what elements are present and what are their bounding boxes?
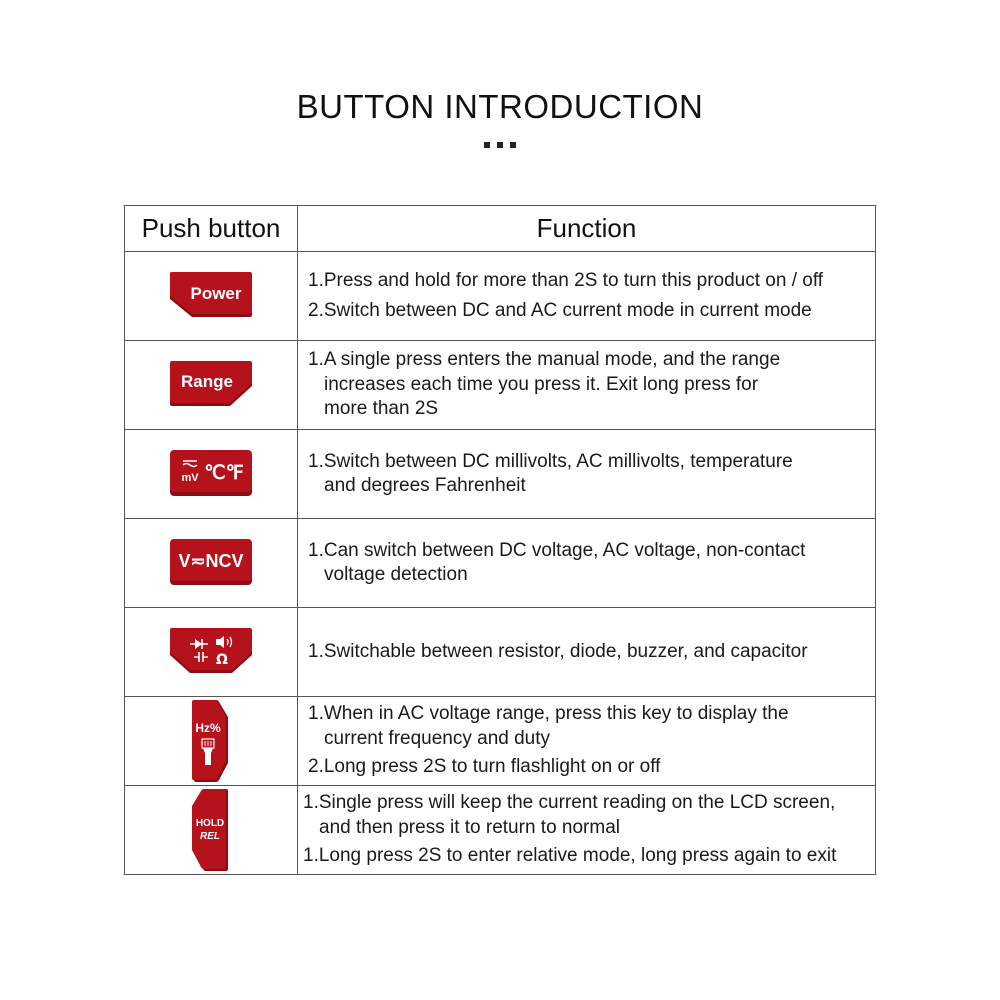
button-sublabel: REL [200,831,220,842]
svg-text:Ω: Ω [216,652,228,668]
hold-rel-button-icon [188,788,234,872]
button-label: Power [190,284,242,303]
function-line: 1.Long press 2S to enter relative mode, long press again to exit [303,845,837,867]
button-label: Hz% [195,721,221,735]
table-row [125,697,876,786]
power-button-icon [168,271,254,321]
function-line: 1.A single press enters the manual mode, and the range [308,349,781,371]
button-cell [125,608,298,697]
millivolt-temperature-button-icon [168,449,254,499]
range-button-icon [168,360,254,410]
function-line: more than 2S [324,398,439,420]
table-row [125,608,876,697]
button-label: ℃℉ [204,463,244,484]
function-line: and degrees Fahrenheit [324,475,526,496]
function-line: 1.When in AC voltage range, press this key to display the [308,703,789,725]
table-row [125,252,876,341]
header-push-button: Push button [125,206,298,252]
table-row [125,341,876,430]
table-row [125,519,876,608]
function-line: 1.Switch between DC millivolts, AC millivolts, temperature [308,450,793,472]
function-cell [298,252,876,341]
button-cell [125,697,298,786]
table-header-row [125,206,876,252]
function-line: 1.Switchable between resistor, diode, buzzer, and capacitor [308,640,808,662]
svg-text:mV: mV [181,472,199,484]
function-line: 1.Single press will keep the current reading on the LCD screen, [303,792,836,814]
button-label: HOLD [195,818,225,829]
function-line: 1.Can switch between DC voltage, AC voltage, non-contact [308,539,806,561]
function-line: 2.Long press 2S to turn flashlight on or off [308,756,661,778]
hz-flashlight-button-icon [188,699,234,783]
function-cell [298,608,876,697]
button-function-table [124,205,876,875]
function-cell [298,786,876,875]
function-line: 2.Switch between DC and AC current mode in current mode [308,300,812,321]
button-cell [125,252,298,341]
button-label: V≂NCV [178,551,244,571]
function-cell [298,341,876,430]
button-cell [125,430,298,519]
function-cell [298,697,876,786]
button-cell [125,519,298,608]
function-cell [298,519,876,608]
table-row [125,430,876,519]
table-row [125,786,876,875]
page-title: BUTTON INTRODUCTION [296,88,704,125]
function-line: current frequency and duty [324,727,551,749]
header-function: Function [298,206,876,252]
resistance-diode-buzzer-capacitor-button-icon [168,627,254,677]
function-line: increases each time you press it. Exit long press for [324,373,759,395]
voltage-ncv-button-icon [168,538,254,588]
button-label: Range [181,372,233,391]
button-cell [125,341,298,430]
title-divider-dots [484,142,516,152]
function-cell [298,430,876,519]
function-line: and then press it to return to normal [319,816,620,838]
function-line: 1.Press and hold for more than 2S to turn this product on / off [308,269,824,291]
function-line: voltage detection [324,564,468,585]
button-cell [125,786,298,875]
